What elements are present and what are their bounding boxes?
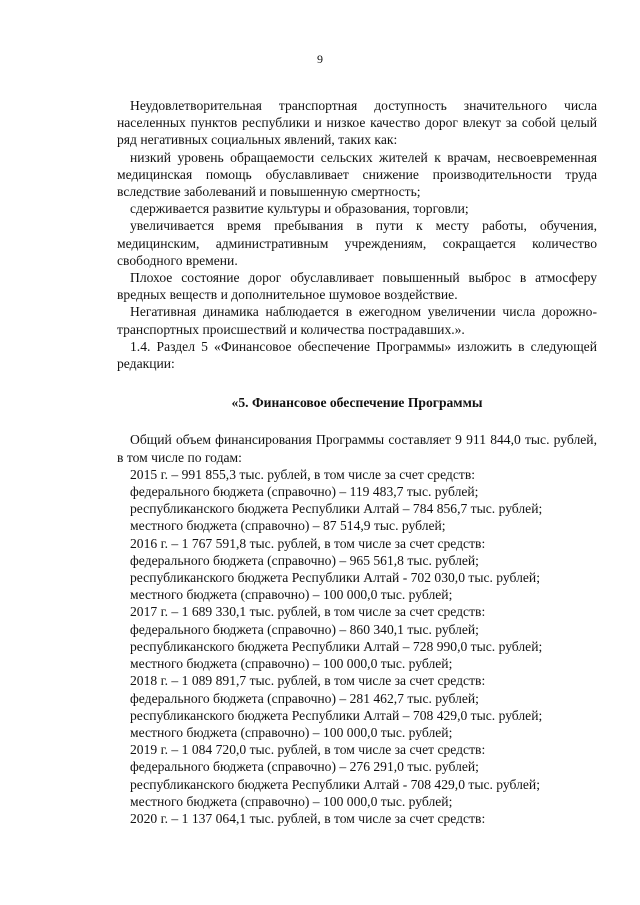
financing-line: федерального бюджета (справочно) – 281 462,7 тыс. рублей; bbox=[130, 690, 479, 706]
paragraph-emissions: Плохое состояние дорог обуславливает повышенный выброс в атмосферу вредных веществ и дополнительное шумовое воздействие. bbox=[117, 270, 597, 303]
financing-line: местного бюджета (справочно) – 100 000,0 тыс. рублей; bbox=[130, 587, 453, 603]
paragraph-accidents: Негативная динамика наблюдается в ежегодном увеличении числа дорожно-транспортных происшествий и количества пострадавших.». bbox=[117, 304, 597, 337]
page-number: 9 bbox=[317, 52, 323, 66]
financing-line: республиканского бюджета Республики Алтай – 708 429,0 тыс. рублей; bbox=[130, 707, 543, 723]
paragraph-transport-accessibility: Неудовлетворительная транспортная доступность значительного числа населенных пунктов республики и низкое качество дорог влекут за собой целый ряд негативных социальных явлений, таких как: bbox=[117, 98, 597, 148]
financing-intro: Общий объем финансирования Программы составляет 9 911 844,0 тыс. рублей, в том числе по годам: bbox=[117, 432, 597, 465]
financing-line: республиканского бюджета Республики Алтай – 784 856,7 тыс. рублей; bbox=[130, 501, 543, 517]
paragraph-culture-education: сдерживается развитие культуры и образования, торговли; bbox=[130, 201, 469, 217]
financing-line: 2018 г. – 1 089 891,7 тыс. рублей, в том числе за счет средств: bbox=[130, 673, 486, 689]
financing-line: республиканского бюджета Республики Алтай – 728 990,0 тыс. рублей; bbox=[130, 638, 543, 654]
financing-line: федерального бюджета (справочно) – 276 291,0 тыс. рублей; bbox=[130, 759, 479, 775]
paragraph-section-amendment: 1.4. Раздел 5 «Финансовое обеспечение Программы» изложить в следующей редакции: bbox=[117, 338, 597, 372]
financing-line: республиканского бюджета Республики Алтай - 702 030,0 тыс. рублей; bbox=[130, 570, 540, 586]
financing-list bbox=[117, 466, 597, 827]
financing-line: республиканского бюджета Республики Алтай - 708 429,0 тыс. рублей; bbox=[130, 776, 540, 792]
financing-line: 2019 г. – 1 084 720,0 тыс. рублей, в том числе за счет средств: bbox=[130, 742, 486, 758]
paragraph-medical-access: низкий уровень обращаемости сельских жителей к врачам, несвоевременная медицинская помощь обуславливает снижение производительности труда вследствие заболеваний и повышенную смертность; bbox=[117, 149, 597, 200]
financing-line: 2017 г. – 1 689 330,1 тыс. рублей, в том числе за счет средств: bbox=[130, 604, 486, 620]
financing-line: федерального бюджета (справочно) – 965 561,8 тыс. рублей; bbox=[130, 552, 479, 568]
financing-line: федерального бюджета (справочно) – 119 483,7 тыс. рублей; bbox=[130, 484, 479, 500]
financing-line: местного бюджета (справочно) – 100 000,0 тыс. рублей; bbox=[130, 793, 453, 809]
financing-line: 2016 г. – 1 767 591,8 тыс. рублей, в том числе за счет средств: bbox=[130, 535, 486, 551]
paragraph-travel-time: увеличивается время пребывания в пути к месту работы, обучения, медицинским, административным учреждениям, сокращается количество свободного времени. bbox=[117, 218, 597, 268]
financing-line: федерального бюджета (справочно) – 860 340,1 тыс. рублей; bbox=[130, 621, 479, 637]
financing-line: 2015 г. – 991 855,3 тыс. рублей, в том числе за счет средств: bbox=[130, 466, 476, 482]
financing-line: местного бюджета (справочно) – 100 000,0 тыс. рублей; bbox=[130, 724, 453, 740]
section-heading: «5. Финансовое обеспечение Программы bbox=[231, 395, 483, 411]
document-body bbox=[117, 97, 597, 827]
financing-line: местного бюджета (справочно) – 100 000,0 тыс. рублей; bbox=[130, 656, 453, 672]
financing-line: местного бюджета (справочно) – 87 514,9 тыс. рублей; bbox=[130, 518, 446, 534]
financing-line: 2020 г. – 1 137 064,1 тыс. рублей, в том числе за счет средств: bbox=[130, 810, 486, 826]
